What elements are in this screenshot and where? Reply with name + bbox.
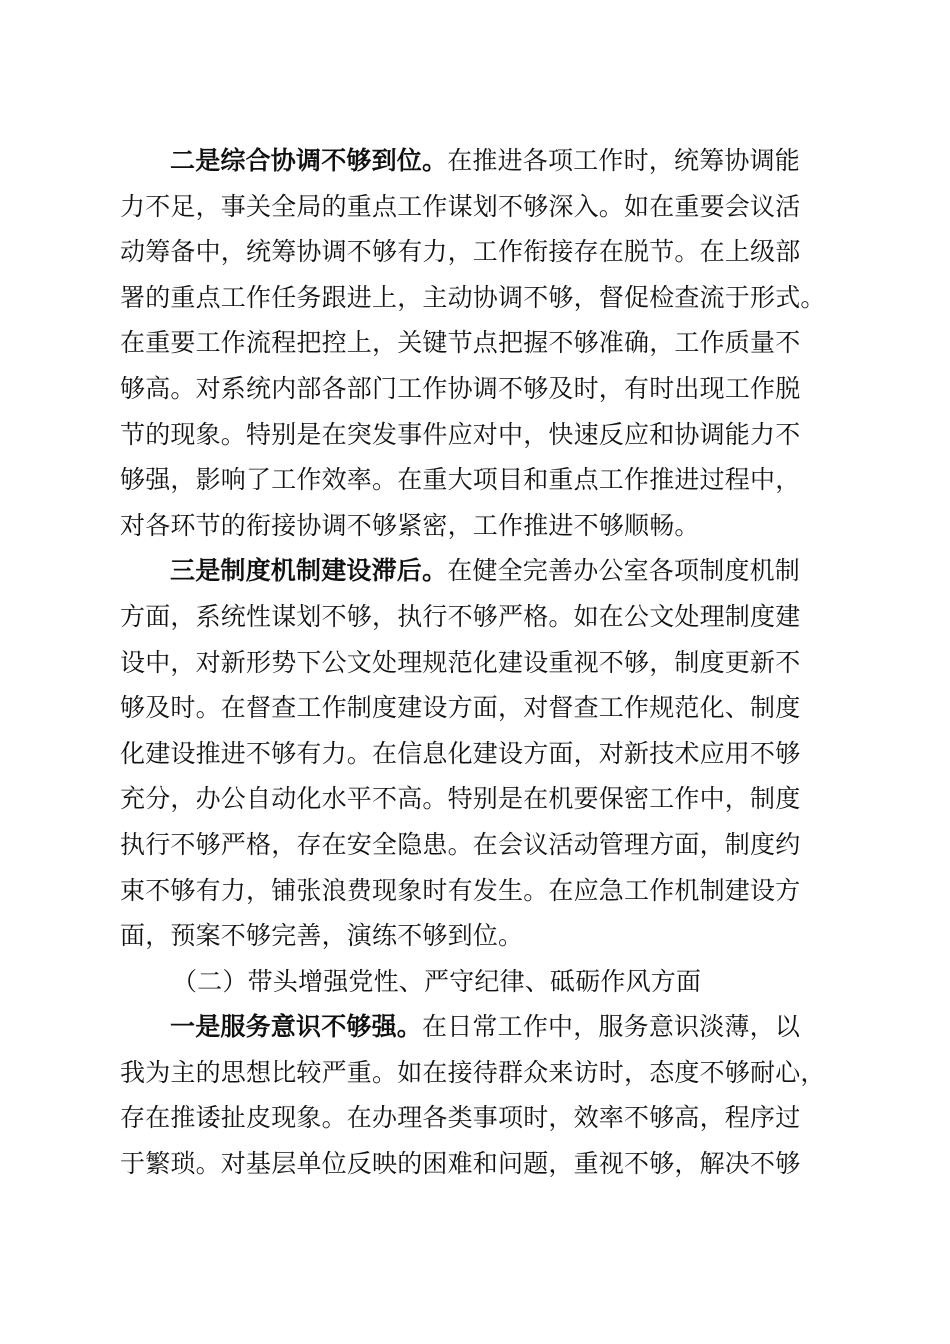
paragraph-1-text: 在推进各项工作时，统筹协调能 — [447, 146, 801, 175]
section-heading: （二）带头增强党性、严守纪律、砥砺作风方面 — [172, 966, 702, 996]
paragraph-2-line-7: 执行不够严格，存在安全隐患。在会议活动管理方面，制度约 — [120, 829, 801, 859]
paragraph-1-line-3: 动筹备中，统筹协调不够有力，工作衔接存在脱节。在上级部 — [120, 237, 801, 267]
paragraph-1-line-5: 在重要工作流程把控上，关键节点把握不够准确，工作质量不 — [120, 328, 801, 358]
paragraph-3-line-4: 于繁琐。对基层单位反映的困难和问题，重视不够，解决不够 — [120, 1149, 801, 1179]
paragraph-2-line-5: 化建设推进不够有力。在信息化建设方面，对新技术应用不够 — [120, 738, 801, 768]
paragraph-3-line-1 — [120, 1004, 832, 1050]
paragraph-2-line-4: 够及时。在督查工作制度建设方面，对督查工作规范化、制度 — [120, 693, 801, 723]
paragraph-3-line-2: 我为主的思想比较严重。如在接待群众来访时，态度不够耐心， — [120, 1057, 826, 1087]
paragraph-2-line-8: 束不够有力，铺张浪费现象时有发生。在应急工作机制建设方 — [120, 875, 801, 905]
paragraph-1-line-9: 对各环节的衔接协调不够紧密，工作推进不够顺畅。 — [120, 510, 700, 540]
paragraph-3-lead: 一是服务意识不够强。 — [170, 1012, 423, 1042]
paragraph-2-line-9: 面，预案不够完善，演练不够到位。 — [120, 921, 524, 951]
paragraph-1-line-7: 节的现象。特别是在突发事件应对中，快速反应和协调能力不 — [120, 419, 801, 449]
paragraph-1-line-4: 署的重点工作任务跟进上，主动协调不够，督促检查流于形式。 — [120, 282, 826, 312]
paragraph-3-text: 在日常工作中，服务意识淡薄，以 — [422, 1012, 801, 1042]
paragraph-3-line-3: 存在推诿扯皮现象。在办理各类事项时，效率不够高，程序过 — [120, 1103, 801, 1133]
paragraph-1-line-1 — [120, 138, 832, 184]
paragraph-2-lead: 三是制度机制建设滞后。 — [170, 556, 448, 586]
paragraph-2-line-6: 充分，办公自动化水平不高。特别是在机要保密工作中，制度 — [120, 784, 801, 814]
document-body — [120, 138, 832, 1187]
paragraph-1-line-8: 够强，影响了工作效率。在重大项目和重点工作推进过程中， — [120, 465, 801, 495]
paragraph-1-line-2: 力不足，事关全局的重点工作谋划不够深入。如在重要会议活 — [120, 191, 801, 221]
paragraph-1-line-6: 够高。对系统内部各部门工作协调不够及时，有时出现工作脱 — [120, 373, 801, 403]
paragraph-2-line-2: 方面，系统性谋划不够，执行不够严格。如在公文处理制度建 — [120, 601, 801, 631]
paragraph-2-text: 在健全完善办公室各项制度机制 — [447, 556, 801, 586]
paragraph-2-line-3: 设中，对新形势下公文处理规范化建设重视不够，制度更新不 — [120, 647, 801, 677]
paragraph-2-line-1 — [120, 548, 832, 594]
paragraph-1-lead: 二是综合协调不够到位。 — [170, 146, 448, 175]
